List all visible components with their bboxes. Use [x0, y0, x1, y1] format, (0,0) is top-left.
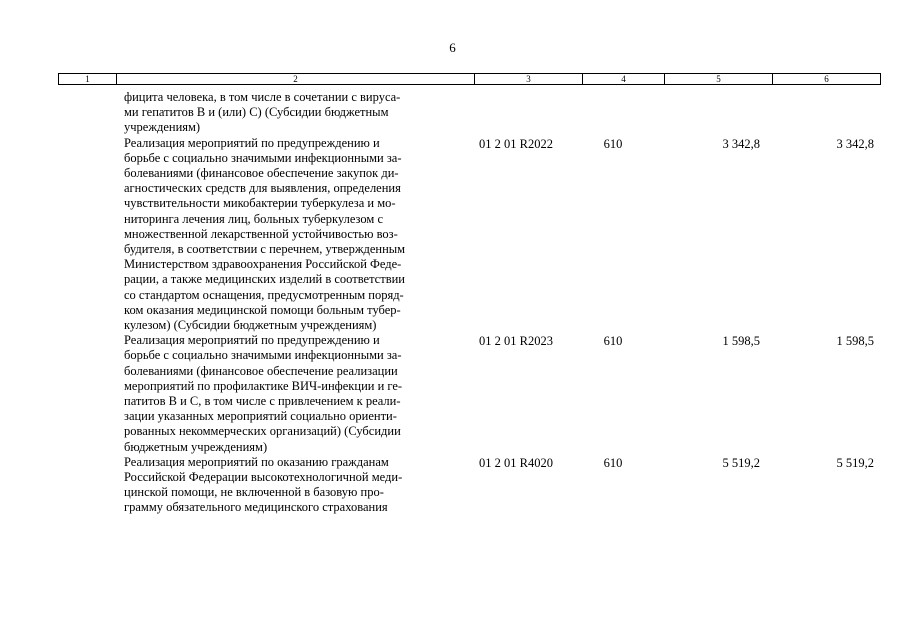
row-name: фицита человека, в том числе в сочетании с вируса- ми гепатитов В и (или) С) (Субсидии бюджетным учреждениям): [124, 90, 401, 135]
table-row: [58, 90, 881, 136]
table-row: [58, 333, 881, 455]
row-value-6: 3 342,8: [836, 136, 874, 151]
header-col-2: 2: [117, 74, 475, 84]
row-value-5: 3 342,8: [722, 136, 760, 151]
table-row: [58, 136, 881, 334]
row-name: Реализация мероприятий по оказанию гражданам Российской Федерации высокотехнологичной меди- цинской помощи, не включенной в базовую про- грамму обязательного медицинского страхования: [124, 454, 403, 515]
row-code: 01 2 01 R4020: [479, 455, 553, 470]
row-type: 610: [603, 136, 623, 151]
header-col-6: 6: [824, 74, 829, 84]
header-col-1: 1: [59, 74, 117, 84]
page-number: 6: [449, 40, 456, 55]
row-value-6: 1 598,5: [836, 334, 874, 349]
table-header: [58, 73, 881, 85]
row-name: Реализация мероприятий по предупреждению и борьбе с социально значимыми инфекционными за- болеваниями (финансовое обеспечение закупок ди- агностических средств для выявления, определения чувствительности микобактерии туберкулеза и мо- ниторинга лечения лиц, больных туберкулезом с множественной лекарственной устойчивостью воз- будителя, в соответствии с перечнем, утвержденным Министерством здравоохранения Российской Феде- рации, а также медицинских изделий в соответствии со стандартом оснащения, предусмотренным поряд- ком оказания медицинской помощи больным тубер- кулезом) (Субсидии бюджетным учреждениям): [124, 135, 406, 333]
row-value-5: 1 598,5: [722, 334, 760, 349]
header-col-3: 3: [475, 74, 583, 84]
header-col-4: 4: [583, 74, 665, 84]
row-type: 610: [603, 455, 623, 470]
table-row: [58, 455, 881, 516]
table-body: [58, 90, 881, 516]
header-col-5: 5: [665, 74, 773, 84]
row-type: 610: [603, 334, 623, 349]
row-value-6: 5 519,2: [836, 455, 874, 470]
row-code: 01 2 01 R2023: [479, 334, 553, 349]
row-value-5: 5 519,2: [722, 455, 760, 470]
row-code: 01 2 01 R2022: [479, 136, 553, 151]
row-name: Реализация мероприятий по предупреждению и борьбе с социально значимыми инфекционными за- болеваниями (финансовое обеспечение реализации мероприятий по профилактике ВИЧ-инфекции и ге- патитов В и С, в том числе с привлечением к реали- зации указанных мероприятий социально ориенти- рованных некоммерческих организаций) (Субсидии бюджетным учреждениям): [124, 333, 403, 454]
